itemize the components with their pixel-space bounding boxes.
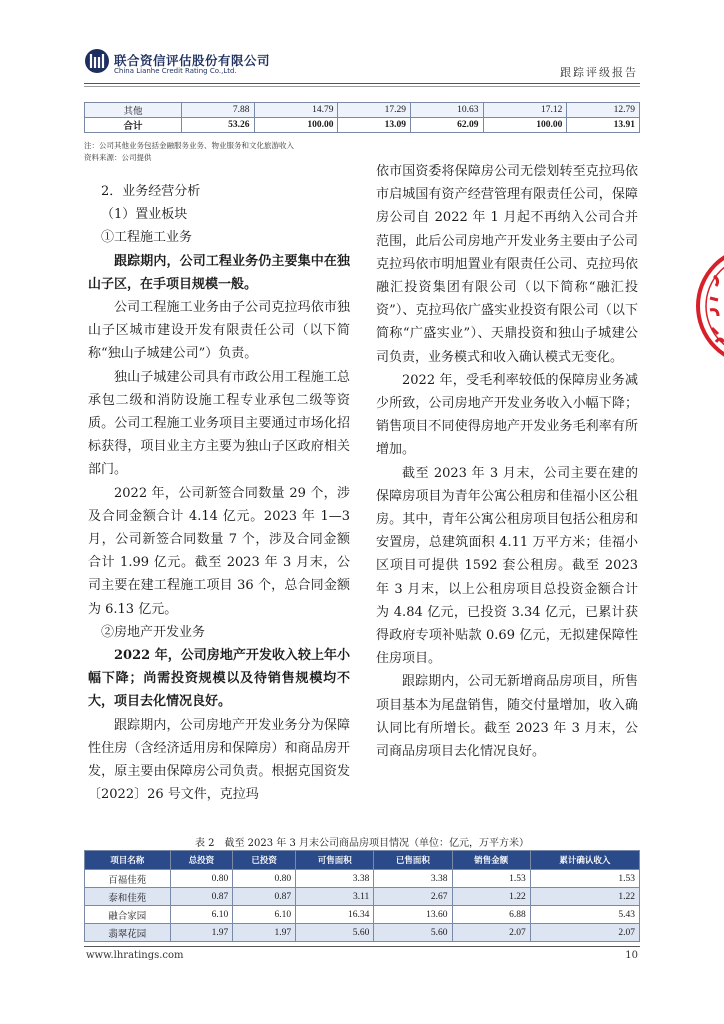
paragraph: 公司工程施工业务由子公司克拉玛依市独山子区城市建设开发有限责任公司（以下简称“独山子城建公司”）负责。 (88, 300, 350, 362)
subsection-heading-realestate: ②房地产开发业务 (101, 624, 206, 640)
column-header: 累计确认收入 (530, 851, 639, 870)
commercial-housing-table (84, 850, 640, 942)
table-row: 融合家园 6.10 6.10 16.34 13.60 6.88 5.43 (85, 906, 640, 924)
key-finding-realestate: 2022 年，公司房地产开发收入较上年小幅下降；尚需投资规模以及待销售规模均不大，项目去化情况良好。 (88, 648, 350, 710)
table-header-row (85, 851, 640, 870)
paragraph: 跟踪期内，公司房地产开发业务分为保障性住房（含经济适用房和保障房）和商品房开发，原主要由保障房公司负责。根据克国资发〔2022〕26 号文件，克拉玛 (88, 717, 350, 803)
report-type: 跟踪评级报告 (560, 66, 638, 79)
table-row-total: 合计 53.26 100.00 13.09 62.09 100.00 13.91 (85, 118, 640, 133)
income-table-continuation (84, 102, 640, 133)
table-note: 注：公司其他业务包括金融服务业务、物业服务和文化旅游收入 (84, 141, 294, 150)
table2-caption: 表 2 截至 2023 年 3 月末公司商品房项目情况（单位：亿元，万平方米） (194, 838, 530, 849)
column-header: 项目名称 (85, 851, 171, 870)
column-header: 已售面积 (374, 851, 452, 870)
page-number: 10 (625, 950, 638, 961)
header-rule-thin (84, 86, 640, 87)
table-row: 泰和佳苑 0.87 0.87 3.11 2.67 1.22 1.22 (85, 888, 640, 906)
paragraph: 跟踪期内，公司无新增商品房项目，所售项目基本为尾盘销售，随交付量增加，收入确认同比有所增长。截至 2023 年 3 月末，公司商品房项目去化情况良好。 (376, 674, 638, 760)
table-row: 百福佳苑 0.80 0.80 3.38 3.38 1.53 1.53 (85, 870, 640, 888)
subsection-heading: （1）置业板块 (101, 207, 188, 223)
key-finding-construction: 跟踪期内，公司工程业务仍主要集中在独山子区，在手项目规模一般。 (88, 253, 350, 292)
section-heading: 2．业务经营分析 (101, 184, 201, 199)
column-header: 已投资 (233, 851, 296, 870)
footer-rule (84, 946, 640, 947)
footer-website-link[interactable]: www.lhratings.com (86, 950, 184, 961)
table-source: 资料来源：公司提供 (84, 153, 152, 162)
left-column (88, 180, 350, 806)
column-header: 销售金额 (452, 851, 530, 870)
paragraph: 独山子城建公司具有市政公用工程施工总承包二级和消防设施工程专业承包二级等资质。公司工程施工业务项目主要通过市场化招标获得，项目业主方主要为独山子区政府相关部门。 (88, 369, 350, 478)
right-column (376, 160, 638, 763)
seal-stamp-icon (696, 236, 724, 376)
company-logo-icon (84, 48, 110, 74)
paragraph: 截至 2023 年 3 月末，公司主要在建的保障房项目为青年公寓公租房和佳福小区公租房。其中，青年公寓公租房项目包括公租房和安置房，总建筑面积 4.11 万平方米；佳福小区项目可提供 1592 套公租房。截至 2023 年 3 月末，以上公租房项目总投资金额合计为 4.84 亿元，已投资 3.34 亿元，已累计获得政府专项补贴款 0.69 亿元，无拟建保障性住房项目。 (376, 465, 638, 667)
table-row: 其他 7.88 14.79 17.29 10.63 17.12 12.79 (85, 103, 640, 118)
table-row: 翡翠花园 1.97 1.97 5.60 5.60 2.07 2.07 (85, 924, 640, 942)
subsection-heading-construction: ①工程施工业务 (101, 230, 193, 246)
paragraph: 依市国资委将保障房公司无偿划转至克拉玛依市启城国有资产经营管理有限责任公司，保障房公司自 2022 年 1 月起不再纳入公司合并范围，此后公司房地产开发业务主要由子公司克拉玛依市明旭置业有限责任公司、克拉玛依融汇投资集团有限公司（以下简称“融汇投资”）、克拉玛依广盛实业投资有限公司（以下简称“广盛实业”）、天鼎投资和独山子城建公司负责，业务模式和收入确认模式无变化。 (376, 164, 638, 365)
column-header: 可售面积 (296, 851, 374, 870)
column-header: 总投资 (170, 851, 233, 870)
header-rule (84, 83, 640, 84)
company-name-en: China Lianhe Credit Rating Co.,Ltd. (114, 67, 237, 75)
paragraph: 2022 年，公司新签合同数量 29 个，涉及合同金额合计 4.14 亿元。2023 年 1—3 月，公司新签合同数量 7 个，涉及合同金额合计 1.99 亿元。截至 2023 年 3 月末，公司主要在建工程施工项目 36 个，总合同金额为 6.13 亿元。 (88, 485, 350, 617)
paragraph: 2022 年，受毛利率较低的保障房业务减少所致，公司房地产开发业务收入小幅下降；销售项目不同使得房地产开发业务毛利率有所增加。 (376, 372, 638, 458)
company-name-cn: 联合资信评估股份有限公司 (114, 53, 271, 68)
